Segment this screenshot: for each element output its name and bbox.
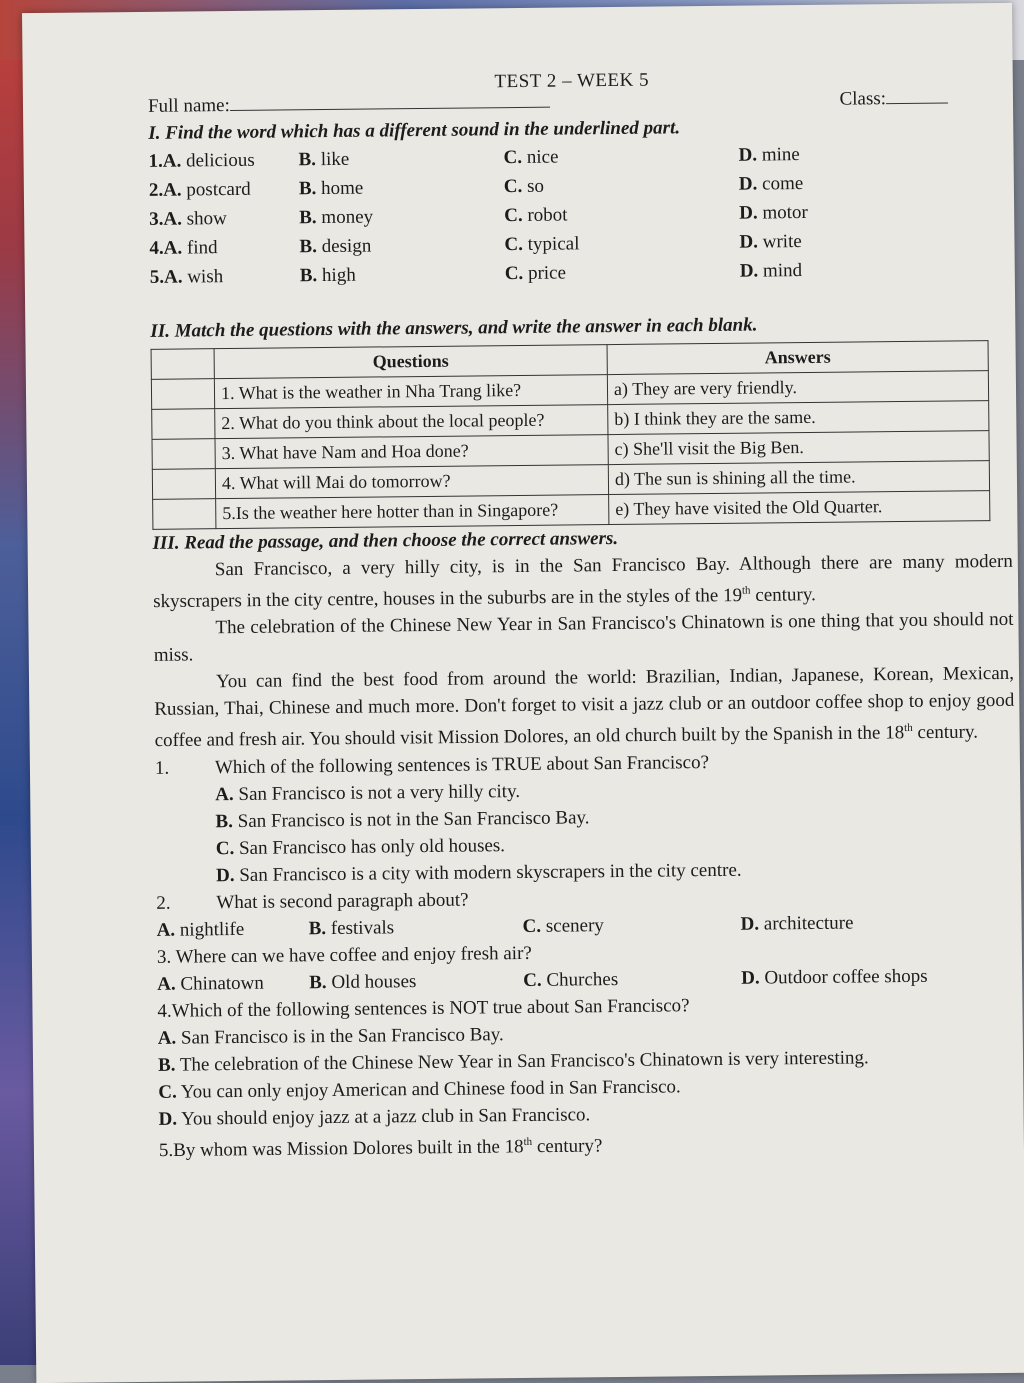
answer-option: D. architecture [740,912,854,935]
section1-heading: I. Find the word which has a different sound in the underlined part. [148,117,681,144]
option-a: 2.A. postcard [148,178,251,201]
blank-cell [153,499,216,530]
question-3-text: 3. Where can we have coffee and enjoy fresh air? [156,942,532,968]
option-c: C. so [503,175,545,198]
full-name-field [148,89,550,120]
section1-rows [148,138,1009,292]
match-table [151,340,991,530]
worksheet-paper [22,3,1024,1383]
passage-paragraph-3: You can find the best food from around the world: Brazilian, Indian, Japanese, Korean, Mexican, Russian, Thai, Chinese and much more. Don't forget to visit a jazz club or an outdoor coffee shop to enjoy good coffee and fresh air. You should visit Mission Dolores, an old church built by the Spanish in the 18th century. [154,663,1015,752]
blank-cell [151,379,214,410]
answer-cell: c) She'll visit the Big Ben. [608,431,989,465]
question-4-text: 4.Which of the following sentences is NOT true about San Francisco? [157,994,690,1022]
option-d: D. mind [739,260,803,282]
option-b: B. home [298,177,364,200]
answer-option: D. San Francisco is a city with modern skyscrapers in the city centre. [215,859,742,886]
answer-option: A. San Francisco is not a very hilly city. [215,780,521,805]
question-cell: 4. What will Mai do tomorrow? [215,465,608,499]
question-cell: 1. What is the weather in Nha Trang like? [214,375,607,409]
answer-option: B. The celebration of the Chinese New Year in San Francisco's Chinatown is very interesting. [157,1047,869,1076]
answer-option: B. Old houses [309,970,417,993]
option-a: 3.A. show [149,208,227,230]
answer-option: B. festivals [308,916,395,939]
option-b: B. like [298,148,350,171]
passage-paragraph-1: San Francisco, a very hilly city, is in the San Francisco Bay. Although there are many modern skyscrapers in the city centre, houses in the suburbs are in the styles of the 19th century. [153,550,1013,613]
answer-option: C. San Francisco has only old houses. [215,834,506,859]
answer-option: D. Outdoor coffee shops [741,965,928,989]
answer-option: C. You can only enjoy American and Chinese food in San Francisco. [158,1076,681,1103]
question-2-text: What is second paragraph about? [216,889,469,913]
test-title: TEST 2 – WEEK 5 [494,69,650,93]
worksheet-content [148,63,1019,1164]
answer-cell: a) They are very friendly. [607,371,988,405]
blank-col-header [151,349,214,380]
blank-cell [152,409,215,440]
option-d: D. write [739,231,802,253]
question-5-text: 5.By whom was Mission Dolores built in the 18th century? [158,1135,603,1161]
answer-option: C. Churches [523,968,619,991]
question-cell: 5.Is the weather here hotter than in Singapore? [216,495,609,529]
class-field [839,84,948,112]
question-cell: 3. What have Nam and Hoa done? [215,435,608,469]
blank-cell [152,469,215,500]
questions-col-header: Questions [214,345,607,379]
option-d: D. motor [739,201,808,224]
class-blank [886,102,948,104]
option-d: D. come [738,173,804,195]
option-a: 5.A. wish [149,266,224,288]
option-c: C. typical [504,233,580,256]
option-b: B. high [299,264,356,287]
answer-option: D. You should enjoy jazz at a jazz club in San Francisco. [158,1103,591,1130]
answer-option: A. Chinatown [157,972,264,995]
answer-option: A. San Francisco is in the San Francisco Bay. [157,1023,504,1049]
blank-cell [152,439,215,470]
option-a: 4.A. find [149,237,218,259]
option-b: B. design [299,235,372,258]
answer-cell: b) I think they are the same. [608,401,989,435]
option-c: C. price [504,262,567,285]
answer-option: A. nightlife [156,918,245,941]
option-b: B. money [299,206,374,229]
passage-paragraph-2: The celebration of the Chinese New Year in San Francisco's Chinatown is one thing that you should not miss. [153,609,1014,667]
option-c: C. robot [504,204,568,227]
question-1-number: 1. [154,757,170,779]
full-name-blank [230,107,550,111]
option-c: C. nice [503,146,559,169]
answer-option: C. scenery [522,914,604,937]
answer-cell: e) They have visited the Old Quarter. [609,491,990,525]
question-4-options [158,1015,1019,1132]
answers-col-header: Answers [607,341,988,375]
question-2-number: 2. [156,892,171,914]
option-a: 1.A. delicious [148,149,255,172]
class-label: Class: [839,88,887,110]
option-d: D. mine [738,144,800,166]
answer-cell: d) The sun is shining all the time. [608,461,989,495]
section3-heading: III. Read the passage, and then choose the correct answers. [152,527,619,554]
question-1-text: Which of the following sentences is TRUE about San Francisco? [214,751,710,778]
question-cell: 2. What do you think about the local people? [215,405,608,439]
full-name-label: Full name: [147,95,230,117]
answer-option: B. San Francisco is not in the San Francisco Bay. [215,806,590,832]
section2-heading: II. Match the questions with the answers, and write the answer in each blank. [150,314,758,342]
